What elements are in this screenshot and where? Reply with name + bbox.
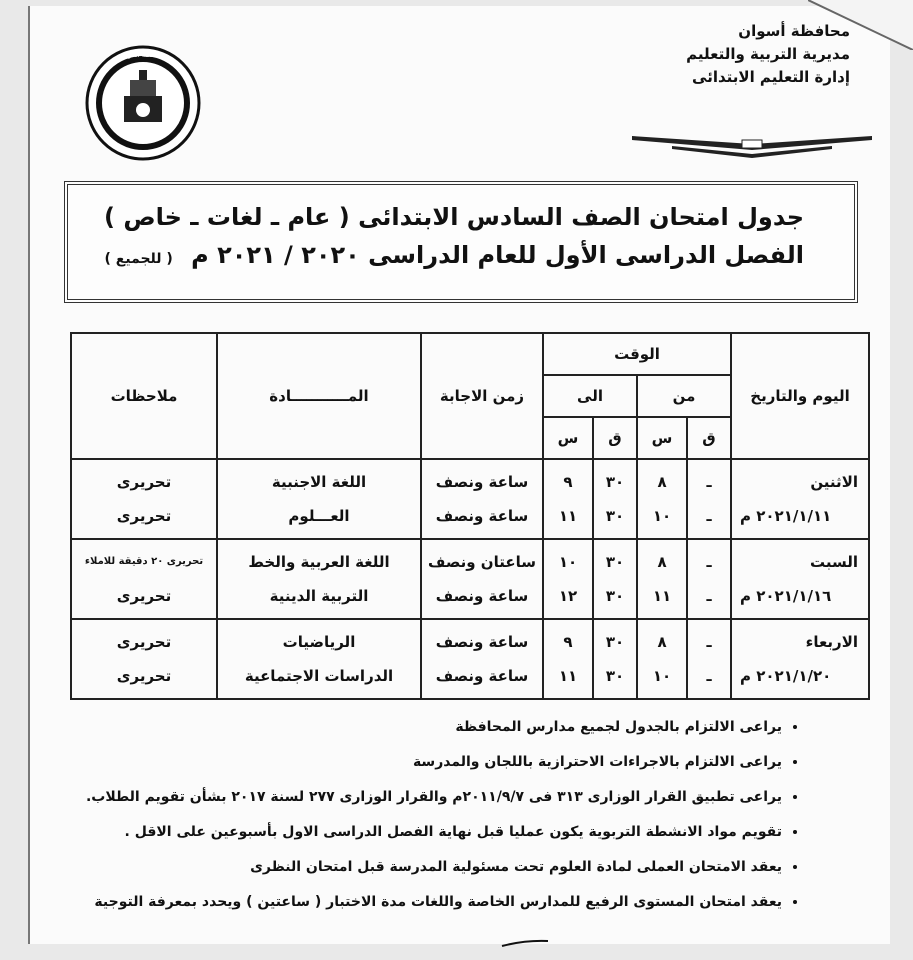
note: تحريرى	[116, 633, 172, 651]
subject: العـــلوم	[288, 507, 350, 525]
exam-title: جدول امتحان الصف السادس الابتدائى ( عام ـ لغات ـ خاص )	[104, 203, 804, 231]
list-item: • يراعى الالتزام بالجدول لجميع مدارس المحافظة	[86, 710, 782, 745]
from-s: ٨	[657, 633, 667, 651]
row-date: ٢٠٢١/١/١٦ م	[740, 587, 832, 605]
header-duration: زمن الاجابة	[421, 333, 543, 459]
subject: اللغة العربية والخط	[248, 553, 390, 571]
list-item: • يراعى الالتزام بالاجراءات الاحترازية باللجان والمدرسة	[86, 745, 782, 780]
from-q: ـ	[706, 587, 712, 605]
subject: اللغة الاجنبية	[271, 473, 367, 491]
header-to-q: ق	[593, 417, 637, 459]
exam-schedule-table	[70, 332, 870, 700]
row-date: ٢٠٢١/١/١١ م	[740, 507, 832, 525]
row-day: الاربعاء	[805, 633, 859, 651]
row-date: ٢٠٢١/١/٢٠ م	[740, 667, 832, 685]
to-s: ١٠	[558, 553, 578, 571]
header-from-q: ق	[687, 417, 731, 459]
duration: ساعة ونصف	[435, 473, 529, 491]
row-day: الاثنين	[810, 473, 859, 491]
note: تحريرى	[116, 507, 172, 525]
to-s: ١٢	[558, 587, 578, 605]
to-q: ٣٠	[605, 507, 625, 525]
list-item: • يعقد الامتحان العملى لمادة العلوم تحت مسئولية المدرسة قبل امتحان النظرى	[86, 850, 782, 885]
from-q: ـ	[706, 507, 712, 525]
duration: ساعة ونصف	[435, 633, 529, 651]
from-s: ٨	[657, 473, 667, 491]
row-day: السبت	[809, 553, 859, 571]
audience-note: ( للجميع )	[104, 251, 173, 267]
table-row	[71, 459, 869, 539]
from-s: ١٠	[652, 667, 672, 685]
from-q: ـ	[706, 633, 712, 651]
duration: ساعة ونصف	[435, 667, 529, 685]
header-to: الى	[543, 375, 637, 417]
to-s: ١١	[558, 667, 578, 685]
table-row	[71, 619, 869, 699]
exam-subtitle	[68, 241, 804, 269]
table-row	[71, 539, 869, 619]
list-item: • تقويم مواد الانشطة التربوية يكون عمليا قبل نهاية الفصل الدراسى الاول بأسبوعين على الاقل .	[86, 815, 782, 850]
from-s: ١٠	[652, 507, 672, 525]
from-q: ـ	[706, 553, 712, 571]
seal-text: محافظة أسوان	[121, 51, 165, 59]
list-item: • يعقد امتحان المستوى الرفيع للمدارس الخاصة واللغات مدة الاختبار ( ساعتين ) ويحدد بمعرفة التوجية	[86, 885, 782, 920]
header-subject: المـــــــــــادة	[217, 333, 421, 459]
header-notes: ملاحظات	[71, 333, 217, 459]
exam-title-box	[64, 181, 858, 303]
note: تحريرى	[116, 473, 172, 491]
duration: ساعتان ونصف	[427, 553, 536, 571]
to-q: ٣٠	[605, 633, 625, 651]
note: تحريرى ٢٠ دقيقة للاملاء	[84, 556, 204, 567]
from-q: ـ	[706, 667, 712, 685]
subject: الدراسات الاجتماعية	[244, 667, 394, 685]
header-day-date: اليوم والتاريخ	[731, 333, 869, 459]
duration: ساعة ونصف	[435, 587, 529, 605]
from-q: ـ	[706, 473, 712, 491]
to-q: ٣٠	[605, 473, 625, 491]
signature-mark	[500, 938, 550, 948]
duration: ساعة ونصف	[435, 507, 529, 525]
instructions-list	[86, 710, 804, 920]
from-s: ٨	[657, 553, 667, 571]
document-page	[28, 6, 890, 944]
from-s: ١١	[652, 587, 672, 605]
administration-name: إدارة التعليم الابتدائى	[692, 68, 850, 86]
governorate-name: محافظة أسوان	[738, 22, 850, 40]
to-s: ٩	[563, 633, 573, 651]
term-label: الفصل الدراسى الأول للعام الدراسى ٢٠٢٠ / ٢٠٢١ م	[191, 241, 804, 269]
to-s: ١١	[558, 507, 578, 525]
header-from: من	[637, 375, 731, 417]
to-q: ٣٠	[605, 667, 625, 685]
aswan-education-seal	[84, 44, 202, 162]
directorate-name: مديرية التربية والتعليم	[686, 45, 850, 63]
page-corner-fold	[808, 0, 913, 50]
header-from-s: س	[637, 417, 687, 459]
note: تحريرى	[116, 667, 172, 685]
header-ornament	[632, 130, 872, 160]
to-s: ٩	[563, 473, 573, 491]
header-time: الوقت	[543, 333, 731, 375]
to-q: ٣٠	[605, 587, 625, 605]
subject: الرياضيات	[282, 633, 356, 651]
list-item: • يراعى تطبيق القرار الوزارى ٣١٣ فى ٢٠١١/٩/٧م والقرار الوزارى ٢٧٧ لسنة ٢٠١٧ بشأن تقويم الطلاب.	[86, 780, 782, 815]
header-to-s: س	[543, 417, 593, 459]
note: تحريرى	[116, 587, 172, 605]
to-q: ٣٠	[605, 553, 625, 571]
subject: التربية الدينية	[269, 587, 369, 605]
